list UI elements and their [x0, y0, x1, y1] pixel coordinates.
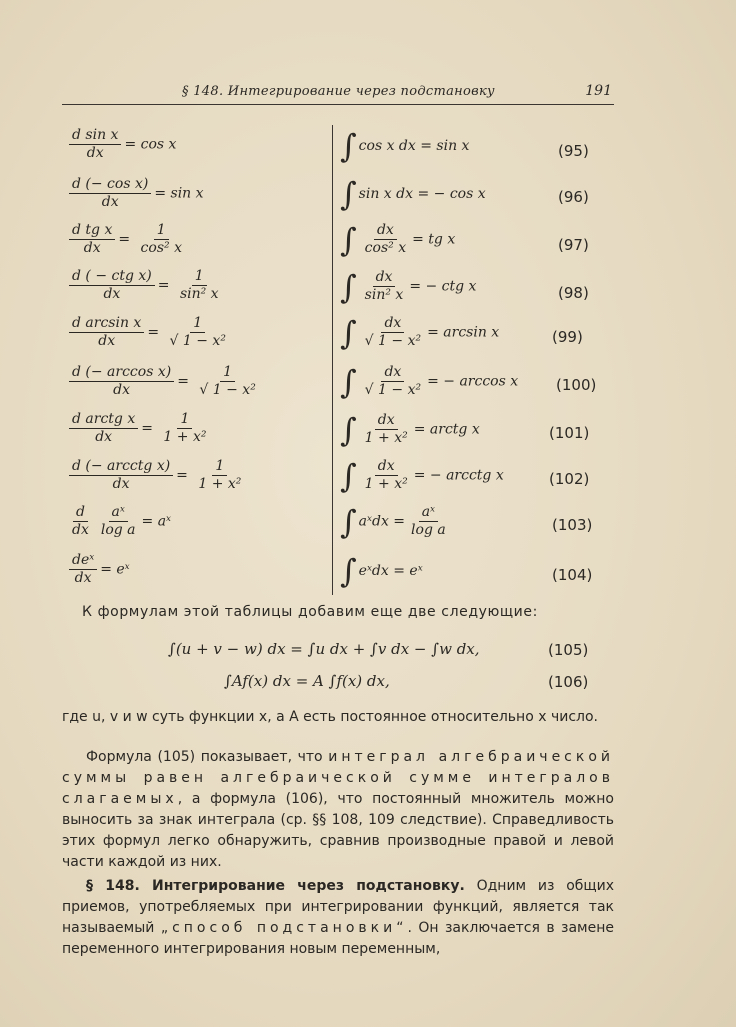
- column-divider: [332, 125, 333, 595]
- derivative-formula: $\frac{\text{d ( − ctg x)}}{dx}$ = $\frac{1}{\text{sin² x}}$: [66, 268, 225, 303]
- derivative-formula: $\frac{\text{d arcsin x}}{dx}$ = $\frac{1}{\text{√ 1 − x²}}$: [66, 315, 232, 350]
- derivative-formula: $\frac{\text{d (− arcctg x)}}{dx}$ = $\frac{1}{\text{1 + x²}}$: [66, 458, 247, 493]
- equation-number: (104): [552, 566, 593, 584]
- equation-number: (105): [548, 641, 589, 659]
- section-heading: § 148. Интегрирование через подстановку.: [86, 878, 465, 894]
- integral-formula: ∫ $\frac{dx}{\text{1 + x²}}$ = − arcctg x: [340, 456, 504, 495]
- equation-number: (103): [552, 516, 593, 534]
- integral-formula: ∫ $\frac{dx}{\text{1 + x²}}$ = arctg x: [340, 410, 480, 449]
- derivative-formula: $\frac{d}{dx}$ $\frac{\text{aˣ}}{\text{log a}}$ = aˣ: [72, 504, 172, 538]
- integral-formula: ∫ aˣdx = $\frac{\text{aˣ}}{\text{log a}}$: [340, 502, 446, 541]
- formula-105: ∫(u + v − w) dx = ∫u dx + ∫v dx − ∫w dx,: [168, 640, 480, 658]
- integral-formula: ∫ $\frac{dx}{\text{cos² x}}$ = tg x: [340, 220, 456, 259]
- equation-number: (100): [556, 376, 597, 394]
- formula-106: ∫Af(x) dx = A ∫f(x) dx,: [224, 672, 390, 690]
- derivative-formula: $\frac{\text{d (− arccos x)}}{dx}$ = $\frac{1}{\text{√ 1 − x²}}$: [66, 364, 262, 399]
- derivative-formula: $\frac{\text{d arctg x}}{dx}$ = $\frac{1}{\text{1 + x²}}$: [66, 411, 212, 446]
- equation-number: (102): [549, 470, 590, 488]
- integral-formula: ∫ $\frac{dx}{\text{√ 1 − x²}}$ = arcsin x: [340, 313, 500, 352]
- equation-number: (101): [549, 424, 590, 442]
- integral-formula: ∫ eˣdx = eˣ: [340, 552, 423, 590]
- integral-formula: ∫ sin x dx = − cos x: [340, 175, 486, 213]
- integral-formula: ∫ $\frac{dx}{\text{sin² x}}$ = − ctg x: [340, 267, 477, 306]
- equation-number: (98): [558, 284, 589, 302]
- header-rule: [62, 104, 614, 105]
- derivative-formula: $\frac{\text{d sin x}}{dx}$ = cos x: [66, 127, 176, 162]
- integral-formula: ∫ $\frac{dx}{\text{√ 1 − x²}}$ = − arccos x: [340, 362, 519, 401]
- paragraph-substitution: § 148. Интегрирование через подстановку. Одним из общих приемов, употребляемых при интегрировании функций, является так называемый „способ подстановки“. Он заключается в замене переменного интегрирования новым переменным,: [62, 878, 615, 957]
- derivative-formula: $\frac{\text{d (− cos x)}}{dx}$ = sin x: [66, 176, 204, 211]
- equation-number: (96): [558, 188, 589, 206]
- intro-sentence: К формулам этой таблицы добавим еще две следующие:: [82, 604, 538, 620]
- equation-number: (99): [552, 328, 583, 346]
- equation-number: (95): [558, 142, 589, 160]
- header-title: § 148. Интегрирование через подстановку: [182, 84, 495, 99]
- equation-number: (106): [548, 673, 589, 691]
- paragraph-formulas: Формула (105) показывает, что интеграл алгебраической суммы равен алгебраической сумме интегралов слагаемых, а формула (106), что постоянный множитель можно выносить за знак интеграла (ср. §§ 108, 109 следствие). Справедливость этих формул легко обнаружить, сравнив производные правой и левой части каждой из них.: [62, 749, 615, 870]
- page-number: 191: [585, 83, 612, 99]
- derivative-formula: $\frac{\text{d tg x}}{dx}$ = $\frac{1}{\text{cos² x}}$: [66, 222, 188, 257]
- where-paragraph: где u, v и w суть функции x, а A есть постоянное относительно x число.: [62, 709, 598, 725]
- derivative-formula: $\frac{\text{deˣ}}{dx}$ = eˣ: [66, 552, 130, 587]
- running-header: [62, 84, 614, 104]
- integral-formula: ∫ cos x dx = sin x: [340, 127, 470, 165]
- equation-number: (97): [558, 236, 589, 254]
